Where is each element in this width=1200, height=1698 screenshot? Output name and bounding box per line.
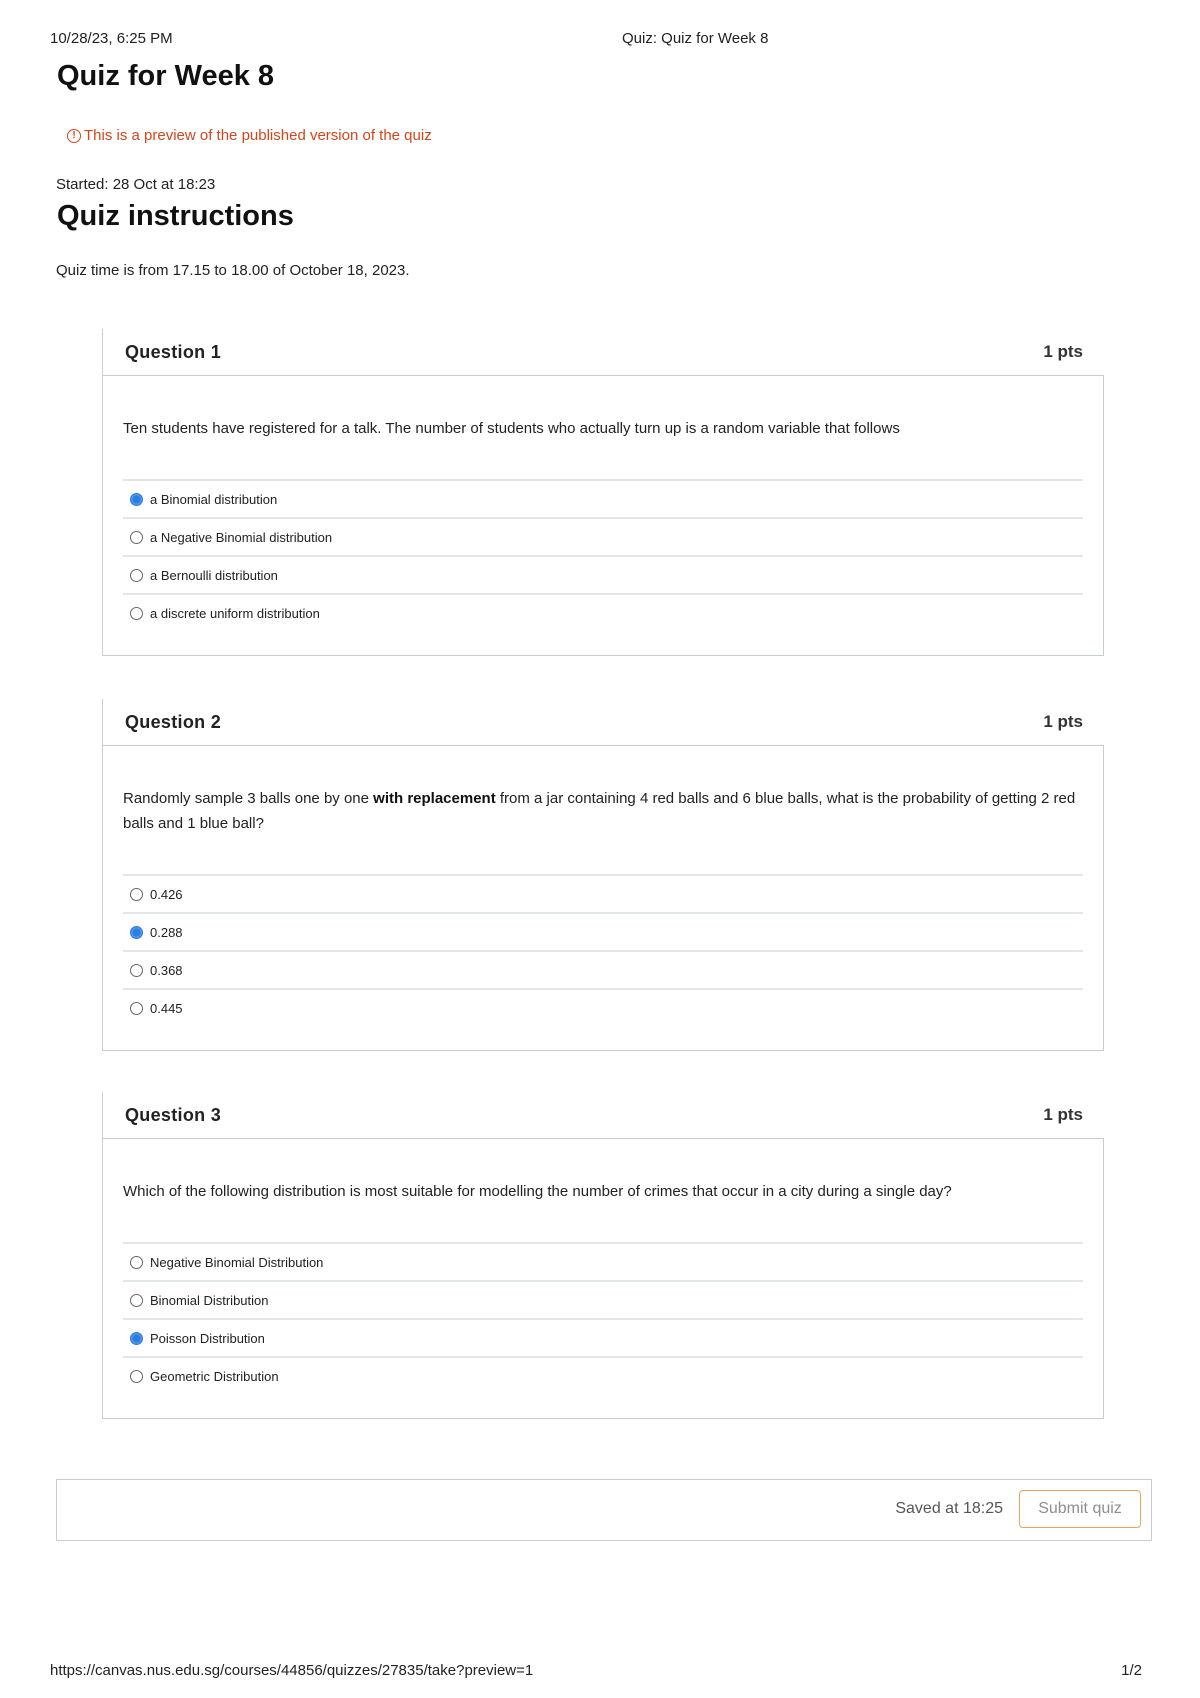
answer-label: 0.368 <box>150 962 183 978</box>
answer-label: Geometric Distribution <box>150 1368 279 1384</box>
print-url: https://canvas.nus.edu.sg/courses/44856/quizzes/27835/take?preview=1 <box>50 1662 534 1679</box>
answer-label: a Binomial distribution <box>150 491 278 507</box>
print-header <box>50 30 1150 50</box>
answer-option[interactable] <box>123 1318 1083 1356</box>
question-text: Which of the following distribution is most suitable for modelling the number of crimes that occur in a city during a single day? <box>123 1183 952 1200</box>
radio-button[interactable] <box>130 1370 143 1383</box>
answer-label: 0.288 <box>150 924 183 940</box>
question-header <box>102 699 1104 745</box>
preview-notice-text: This is a preview of the published version of the quiz <box>84 127 432 144</box>
radio-button[interactable] <box>130 888 143 901</box>
answer-option[interactable] <box>123 874 1083 912</box>
answer-label: a Negative Binomial distribution <box>150 529 333 545</box>
question-header <box>102 329 1104 375</box>
question-text-part: Randomly sample 3 balls one by one <box>123 790 374 807</box>
answer-option[interactable] <box>123 1280 1083 1318</box>
radio-button[interactable] <box>130 926 143 939</box>
answer-list <box>123 479 1083 631</box>
radio-button[interactable] <box>130 607 143 620</box>
question-header <box>102 1092 1104 1138</box>
instructions-text: Quiz time is from 17.15 to 18.00 of October 18, 2023. <box>56 262 410 279</box>
print-footer <box>50 1662 1150 1679</box>
preview-notice <box>67 127 432 144</box>
instructions-heading: Quiz instructions <box>57 200 294 232</box>
question-3 <box>102 1092 1104 1419</box>
answer-option[interactable] <box>123 517 1083 555</box>
submit-bar <box>56 1479 1152 1541</box>
answer-option[interactable] <box>123 950 1083 988</box>
answer-option[interactable] <box>123 912 1083 950</box>
question-points: 1 pts <box>1043 1105 1083 1124</box>
answer-label: Binomial Distribution <box>150 1292 269 1308</box>
answer-label: a discrete uniform distribution <box>150 605 320 621</box>
answer-label: Negative Binomial Distribution <box>150 1254 324 1270</box>
saved-status: Saved at 18:25 <box>895 1500 1003 1517</box>
question-body <box>102 1138 1104 1419</box>
question-text-part: from a jar containing 4 red balls and 6 blue balls, what is the probability of getting 2 red balls and 1 blue ball? <box>123 790 1076 832</box>
answer-option[interactable] <box>123 555 1083 593</box>
page-title: Quiz for Week 8 <box>57 60 275 92</box>
question-body <box>102 745 1104 1051</box>
answer-option[interactable] <box>123 593 1083 631</box>
submit-quiz-button[interactable]: Submit quiz <box>1019 1490 1141 1528</box>
answer-option[interactable] <box>123 479 1083 517</box>
radio-button[interactable] <box>130 569 143 582</box>
question-name: Question 3 <box>125 1105 222 1125</box>
question-name: Question 1 <box>125 342 222 362</box>
radio-button[interactable] <box>130 1294 143 1307</box>
answer-label: a Bernoulli distribution <box>150 567 278 583</box>
answer-list <box>123 1242 1083 1394</box>
question-points: 1 pts <box>1043 342 1083 361</box>
print-datetime: 10/28/23, 6:25 PM <box>50 30 173 47</box>
answer-label: 0.445 <box>150 1000 183 1016</box>
radio-button[interactable] <box>130 493 143 506</box>
question-text: Ten students have registered for a talk. The number of students who actually turn up is a random variable that follows <box>123 420 900 437</box>
radio-button[interactable] <box>130 1002 143 1015</box>
answer-option[interactable] <box>123 1356 1083 1394</box>
answer-label: Poisson Distribution <box>150 1330 265 1346</box>
question-text <box>123 786 1083 836</box>
radio-button[interactable] <box>130 1256 143 1269</box>
answer-list <box>123 874 1083 1026</box>
question-name: Question 2 <box>125 712 222 732</box>
warning-icon: ! <box>67 129 81 143</box>
radio-button[interactable] <box>130 964 143 977</box>
started-time: Started: 28 Oct at 18:23 <box>56 176 216 193</box>
question-points: 1 pts <box>1043 712 1083 731</box>
answer-option[interactable] <box>123 988 1083 1026</box>
question-2 <box>102 699 1104 1051</box>
question-text-emphasis: with replacement <box>373 790 496 807</box>
answer-label: 0.426 <box>150 886 183 902</box>
radio-button[interactable] <box>130 1332 143 1345</box>
print-doc-title: Quiz: Quiz for Week 8 <box>622 30 769 47</box>
print-page-number: 1/2 <box>1121 1662 1142 1679</box>
answer-option[interactable] <box>123 1242 1083 1280</box>
question-1 <box>102 329 1104 656</box>
question-body <box>102 375 1104 656</box>
radio-button[interactable] <box>130 531 143 544</box>
